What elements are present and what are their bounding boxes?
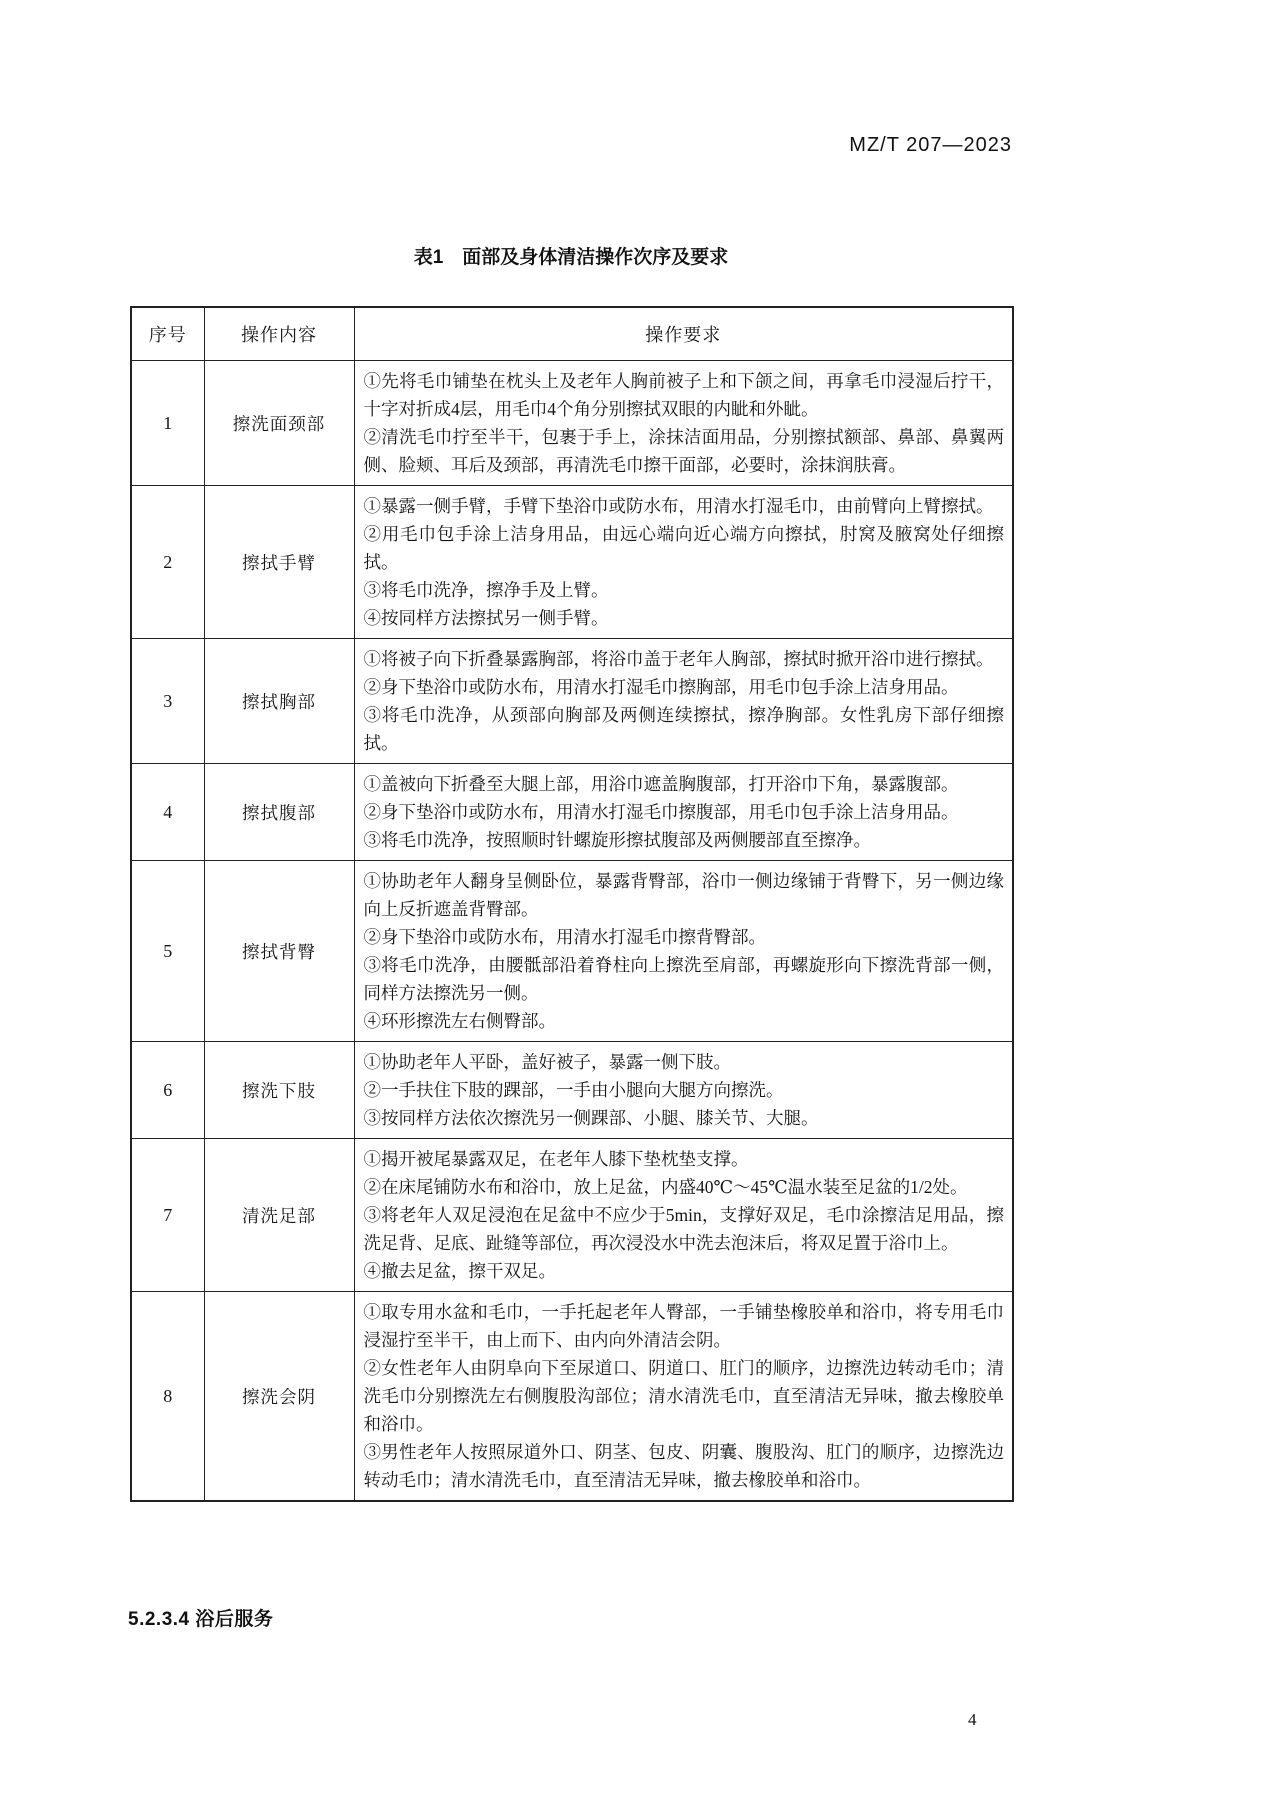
- requirement-item: ②一手扶住下肢的踝部，一手由小腿向大腿方向擦洗。: [363, 1080, 784, 1100]
- operation-content-cell: 清洗足部: [204, 1139, 354, 1292]
- requirement-item: ③男性老年人按照尿道外口、阴茎、包皮、阴囊、腹股沟、肛门的顺序，边擦洗边转动毛巾；清水清洗毛巾，直至清洁无异味，撤去橡胶单和浴巾。: [363, 1442, 1004, 1490]
- requirement-item: ②在床尾铺防水布和浴巾，放上足盆，内盛40℃～45℃温水装至足盆的1/2处。: [363, 1177, 968, 1197]
- row-number-cell: 7: [131, 1139, 204, 1292]
- column-header-no: 序号: [131, 307, 204, 361]
- operation-requirements-cell: [354, 639, 1013, 764]
- requirement-item: ③将毛巾洗净，从颈部向胸部及两侧连续擦拭，擦净胸部。女性乳房下部仔细擦拭。: [363, 705, 1004, 753]
- requirement-item: ④按同样方法擦拭另一侧手臂。: [363, 608, 609, 628]
- column-header-requirements: 操作要求: [354, 307, 1013, 361]
- requirement-item: ①协助老年人平卧，盖好被子，暴露一侧下肢。: [363, 1052, 731, 1072]
- operation-content-cell: 擦拭手臂: [204, 486, 354, 639]
- table-caption: 表1 面部及身体清洁操作次序及要求: [413, 247, 729, 268]
- operation-content-cell: 擦洗下肢: [204, 1042, 354, 1139]
- row-number-cell: 3: [131, 639, 204, 764]
- table-row: [131, 486, 1013, 639]
- requirement-item: ③按同样方法依次擦洗另一侧踝部、小腿、膝关节、大腿。: [363, 1108, 819, 1128]
- requirement-item: ①先将毛巾铺垫在枕头上及老年人胸前被子上和下颌之间，再拿毛巾浸湿后拧干，十字对折成4层，用毛巾4个角分别擦拭双眼的内眦和外眦。: [363, 371, 1004, 419]
- operation-requirements-cell: [354, 1139, 1013, 1292]
- row-number-cell: 1: [131, 361, 204, 486]
- operation-requirements-cell: [354, 764, 1013, 861]
- requirement-item: ②身下垫浴巾或防水布，用清水打湿毛巾擦胸部，用毛巾包手涂上洁身用品。: [363, 677, 959, 697]
- operation-content-cell: 擦拭腹部: [204, 764, 354, 861]
- cleaning-procedure-table: [130, 306, 1014, 1502]
- requirement-item: ①盖被向下折叠至大腿上部，用浴巾遮盖胸腹部，打开浴巾下角，暴露腹部。: [363, 774, 959, 794]
- requirement-item: ④撤去足盆，擦干双足。: [363, 1261, 556, 1281]
- requirement-item: ①揭开被尾暴露双足，在老年人膝下垫枕垫支撑。: [363, 1149, 749, 1169]
- requirement-item: ①取专用水盆和毛巾，一手托起老年人臀部，一手铺垫橡胶单和浴巾，将专用毛巾浸湿拧至半干，由上而下、由内向外清洁会阴。: [363, 1302, 1004, 1350]
- requirement-item: ②清洗毛巾拧至半干，包裹于手上，涂抹洁面用品，分别擦拭额部、鼻部、鼻翼两侧、脸颊、耳后及颈部，再清洗毛巾擦干面部，必要时，涂抹润肤膏。: [363, 427, 1004, 475]
- row-number-cell: 2: [131, 486, 204, 639]
- operation-content-cell: 擦拭背臀: [204, 861, 354, 1042]
- requirement-item: ②身下垫浴巾或防水布，用清水打湿毛巾擦腹部，用毛巾包手涂上洁身用品。: [363, 802, 959, 822]
- operation-requirements-cell: [354, 861, 1013, 1042]
- requirement-item: ①将被子向下折叠暴露胸部，将浴巾盖于老年人胸部，擦拭时掀开浴巾进行擦拭。: [363, 649, 994, 669]
- requirement-item: ③将毛巾洗净，按照顺时针螺旋形擦拭腹部及两侧腰部直至擦净。: [363, 830, 871, 850]
- table-row: [131, 361, 1013, 486]
- operation-content-cell: 擦洗面颈部: [204, 361, 354, 486]
- row-number-cell: 4: [131, 764, 204, 861]
- row-number-cell: 8: [131, 1292, 204, 1502]
- table-row: [131, 764, 1013, 861]
- table-row: [131, 1139, 1013, 1292]
- requirement-item: ②用毛巾包手涂上洁身用品，由远心端向近心端方向擦拭，肘窝及腋窝处仔细擦拭。: [363, 524, 1004, 572]
- requirement-item: ③将毛巾洗净，由腰骶部沿着脊柱向上擦洗至肩部，再螺旋形向下擦洗背部一侧，同样方法擦洗另一侧。: [363, 955, 1004, 1003]
- operation-content-cell: 擦洗会阴: [204, 1292, 354, 1502]
- requirement-item: ③将毛巾洗净，擦净手及上臂。: [363, 580, 609, 600]
- operation-requirements-cell: [354, 1042, 1013, 1139]
- table-row: [131, 639, 1013, 764]
- operation-requirements-cell: [354, 486, 1013, 639]
- requirement-item: ④环形擦洗左右侧臀部。: [363, 1011, 556, 1031]
- table-header-row: [131, 307, 1013, 361]
- table-row: [131, 1042, 1013, 1139]
- requirement-item: ③将老年人双足浸泡在足盆中不应少于5min，支撑好双足，毛巾涂擦洁足用品，擦洗足背、足底、趾缝等部位，再次浸没水中洗去泡沫后，将双足置于浴巾上。: [363, 1205, 1004, 1253]
- table-container: [130, 306, 1012, 1502]
- column-header-content: 操作内容: [204, 307, 354, 361]
- table-row: [131, 1292, 1013, 1502]
- requirement-item: ②女性老年人由阴阜向下至尿道口、阴道口、肛门的顺序，边擦洗边转动毛巾；清洗毛巾分别擦洗左右侧腹股沟部位；清水清洗毛巾，直至清洁无异味，撤去橡胶单和浴巾。: [363, 1358, 1004, 1434]
- operation-content-cell: 擦拭胸部: [204, 639, 354, 764]
- table-body: [131, 361, 1013, 1502]
- doc-number: MZ/T 207—2023: [849, 134, 1012, 156]
- operation-requirements-cell: [354, 361, 1013, 486]
- row-number-cell: 6: [131, 1042, 204, 1139]
- requirement-item: ②身下垫浴巾或防水布，用清水打湿毛巾擦背臀部。: [363, 927, 766, 947]
- section-heading: 5.2.3.4 浴后服务: [128, 1609, 274, 1630]
- operation-requirements-cell: [354, 1292, 1013, 1502]
- table-row: [131, 861, 1013, 1042]
- requirement-item: ①暴露一侧手臂，手臂下垫浴巾或防水布，用清水打湿毛巾，由前臂向上臂擦拭。: [363, 496, 994, 516]
- requirement-item: ①协助老年人翻身呈侧卧位，暴露背臀部，浴巾一侧边缘铺于背臀下，另一侧边缘向上反折遮盖背臀部。: [363, 871, 1004, 919]
- page-number: 4: [968, 1710, 977, 1729]
- row-number-cell: 5: [131, 861, 204, 1042]
